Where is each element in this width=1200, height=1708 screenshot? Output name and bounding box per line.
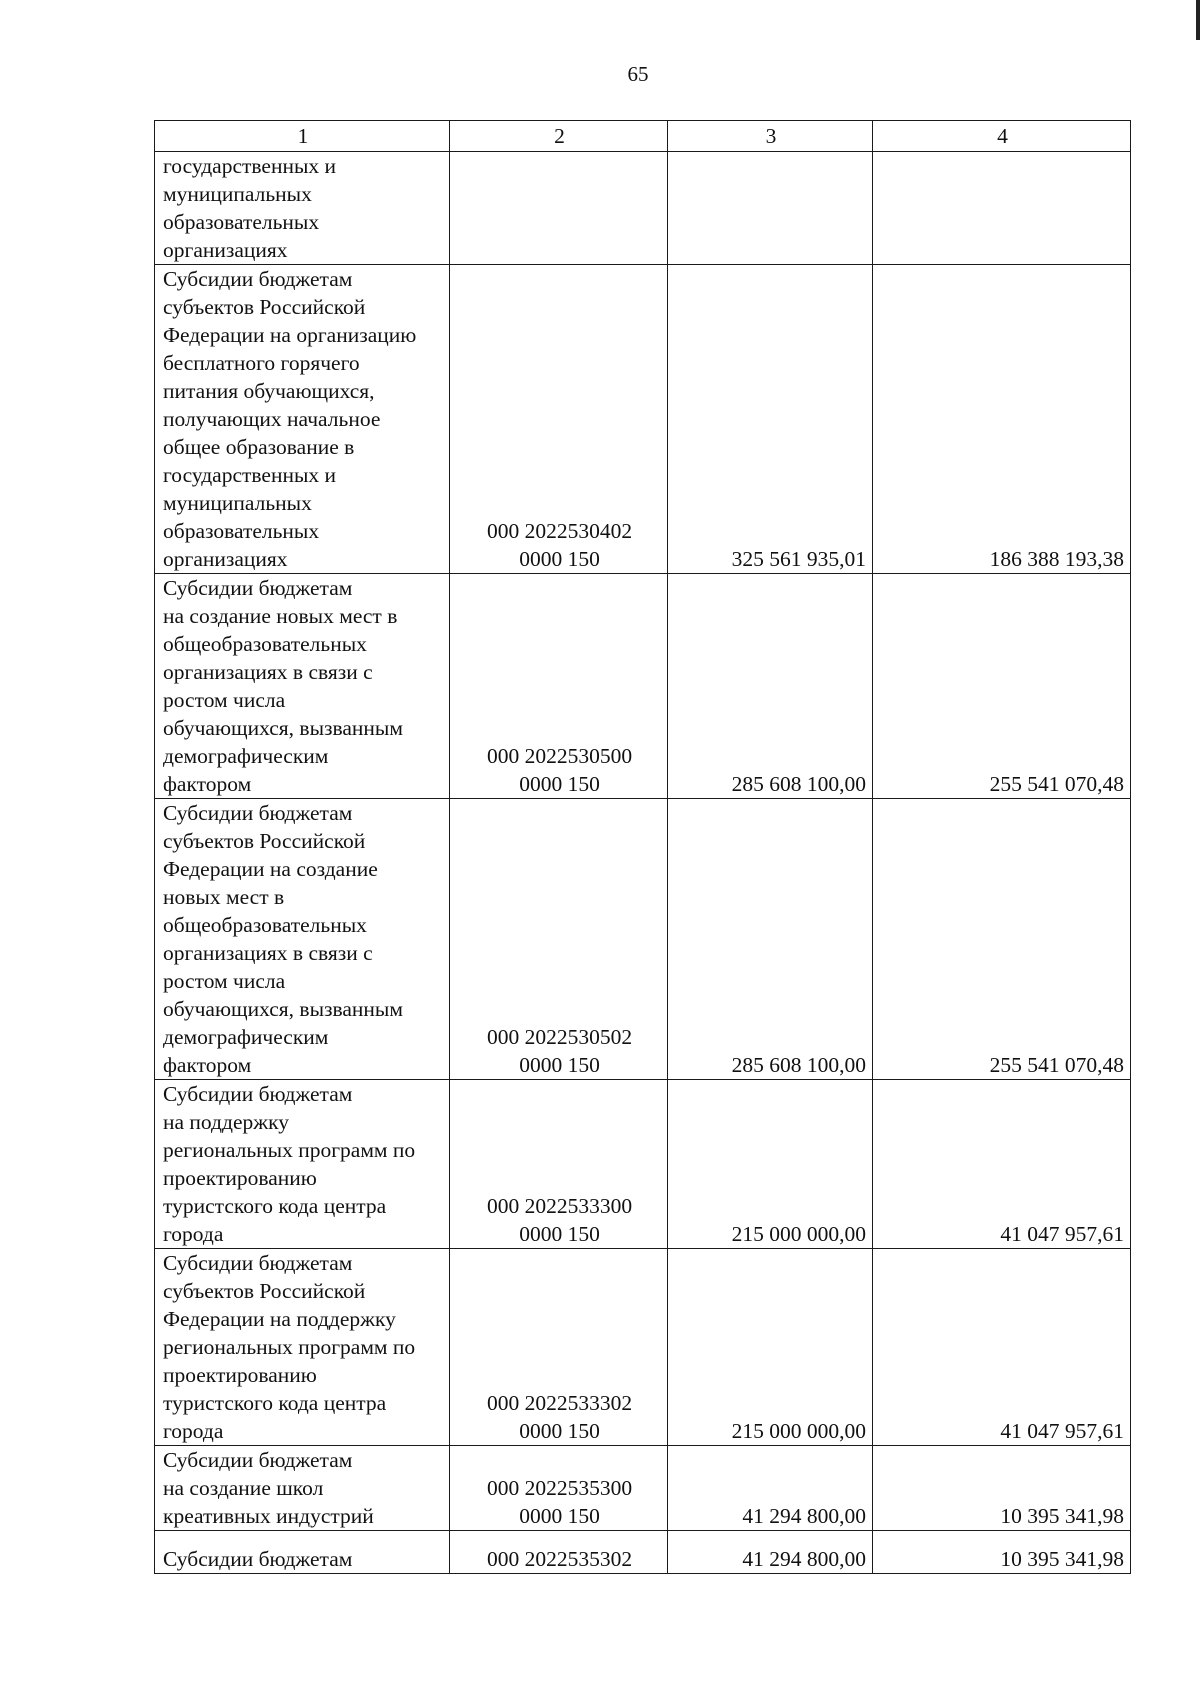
table-row	[155, 799, 1131, 1080]
row-description: Субсидии бюджетам субъектов Российской Федерации на создание новых мест в общеобразовательных организациях в связи с ростом числа обучающихся, вызванным демографическим фактором	[155, 799, 450, 1080]
row-value-3: 215 000 000,00	[668, 1249, 873, 1446]
row-code: 000 2022535302	[450, 1545, 668, 1574]
row-value-4: 41 047 957,61	[873, 1080, 1131, 1249]
table-gap-row	[155, 1531, 1131, 1546]
scan-edge-mark	[1196, 0, 1200, 40]
row-value-4: 255 541 070,48	[873, 799, 1131, 1080]
table-row	[155, 1080, 1131, 1249]
row-code: 000 2022530402 0000 150	[450, 265, 668, 574]
row-value-3: 41 294 800,00	[668, 1545, 873, 1574]
gap-cell	[668, 1531, 873, 1546]
row-description: Субсидии бюджетам субъектов Российской Федерации на поддержку региональных программ по проектированию туристского кода центра города	[155, 1249, 450, 1446]
table-row	[155, 1249, 1131, 1446]
row-value-3	[668, 152, 873, 265]
row-code: 000 2022530500 0000 150	[450, 574, 668, 799]
row-code: 000 2022535300 0000 150	[450, 1446, 668, 1531]
gap-cell	[155, 1531, 450, 1546]
table-row	[155, 1545, 1131, 1574]
row-value-4: 41 047 957,61	[873, 1249, 1131, 1446]
row-description: Субсидии бюджетам на поддержку региональных программ по проектированию туристского кода центра города	[155, 1080, 450, 1249]
row-value-4: 186 388 193,38	[873, 265, 1131, 574]
row-code: 000 2022530502 0000 150	[450, 799, 668, 1080]
row-description: Субсидии бюджетам на создание новых мест в общеобразовательных организациях в связи с ростом числа обучающихся, вызванным демографическим фактором	[155, 574, 450, 799]
table-row	[155, 574, 1131, 799]
header-col-2: 2	[450, 121, 668, 152]
table-row	[155, 152, 1131, 265]
table-row	[155, 265, 1131, 574]
header-row	[155, 121, 1131, 152]
table-row	[155, 1446, 1131, 1531]
header-col-3: 3	[668, 121, 873, 152]
row-value-3: 41 294 800,00	[668, 1446, 873, 1531]
gap-cell	[450, 1531, 668, 1546]
row-description: Субсидии бюджетам	[155, 1545, 450, 1574]
row-description: Субсидии бюджетам на создание школ креативных индустрий	[155, 1446, 450, 1531]
page-number: 65	[627, 62, 649, 86]
row-value-4: 255 541 070,48	[873, 574, 1131, 799]
header-col-1: 1	[155, 121, 450, 152]
row-code: 000 2022533300 0000 150	[450, 1080, 668, 1249]
row-value-3: 285 608 100,00	[668, 574, 873, 799]
row-code: 000 2022533302 0000 150	[450, 1249, 668, 1446]
row-code	[450, 152, 668, 265]
budget-table	[154, 120, 1131, 1574]
row-value-3: 215 000 000,00	[668, 1080, 873, 1249]
gap-cell	[873, 1531, 1131, 1546]
row-value-4: 10 395 341,98	[873, 1446, 1131, 1531]
header-col-4: 4	[873, 121, 1131, 152]
row-value-4: 10 395 341,98	[873, 1545, 1131, 1574]
row-description: государственных и муниципальных образовательных организациях	[155, 152, 450, 265]
row-value-4	[873, 152, 1131, 265]
row-description: Субсидии бюджетам субъектов Российской Федерации на организацию бесплатного горячего питания обучающихся, получающих начальное общее образование в государственных и муниципальных образовательных организациях	[155, 265, 450, 574]
row-value-3: 285 608 100,00	[668, 799, 873, 1080]
row-value-3: 325 561 935,01	[668, 265, 873, 574]
